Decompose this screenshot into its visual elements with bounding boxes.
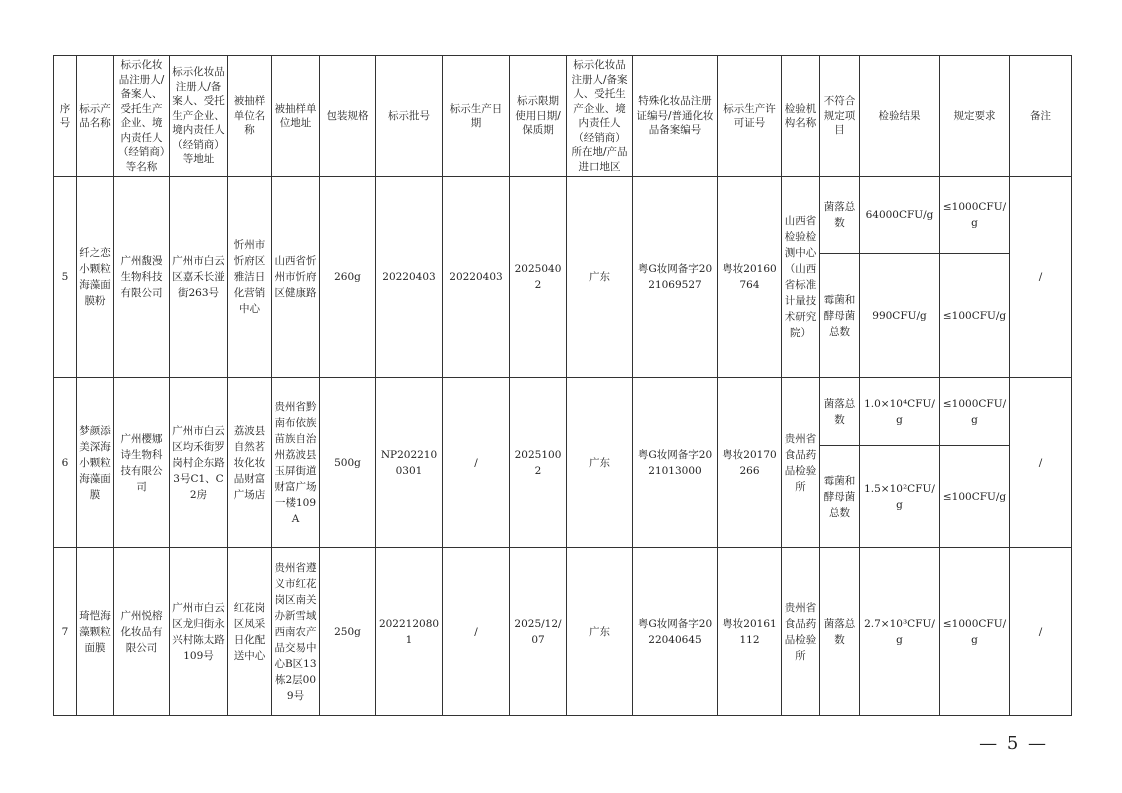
inspection-results-table-container [53, 55, 1071, 716]
cell-requirement: ≤1000CFU/g [940, 177, 1010, 254]
cell-prod-date: / [443, 378, 510, 548]
header-requirement: 规定要求 [940, 56, 1010, 177]
cell-item: 菌落总数 [820, 548, 860, 716]
cell-spec: 500g [320, 378, 376, 548]
cell-record-no: 粤G妆网备字2022040645 [633, 548, 718, 716]
cell-product: 纤之恋小颗粒海藻面膜粉 [77, 177, 114, 378]
header-batch: 标示批号 [376, 56, 443, 177]
cell-lab: 山西省检验检测中心（山西省标准计量技术研究院） [782, 177, 820, 378]
cell-expiry: 20250402 [510, 177, 567, 378]
cell-requirement: ≤100CFU/g [940, 254, 1010, 378]
header-product: 标示产品名称 [77, 56, 114, 177]
cell-seq: 6 [54, 378, 77, 548]
cell-license: 粤妆20160764 [718, 177, 782, 378]
cell-registrant-name: 广州樱娜诗生物科技有限公司 [114, 378, 170, 548]
cell-sampled-addr: 贵州省遵义市红花岗区南关办新雪域西南农产品交易中心B区13栋2层009号 [272, 548, 320, 716]
cell-requirement: ≤1000CFU/g [940, 548, 1010, 716]
cell-result: 2.7×10³CFU/g [860, 548, 940, 716]
cell-origin: 广东 [567, 177, 633, 378]
cell-license: 粤妆20170266 [718, 378, 782, 548]
header-item: 不符合规定项目 [820, 56, 860, 177]
header-origin: 标示化妆品注册人/备案人、受托生产企业、境内责任人（经销商）所在地/产品进口地区 [567, 56, 633, 177]
header-prod-date: 标示生产日期 [443, 56, 510, 177]
cell-registrant-addr: 广州市白云区均禾街罗岗村企东路3号C1、C2房 [170, 378, 228, 548]
cell-registrant-addr: 广州市白云区龙归街永兴村陈太路109号 [170, 548, 228, 716]
cell-item: 菌落总数 [820, 177, 860, 254]
header-sampled-addr: 被抽样单位地址 [272, 56, 320, 177]
header-spec: 包装规格 [320, 56, 376, 177]
cell-expiry: 20251002 [510, 378, 567, 548]
cell-registrant-name: 广州悦榕化妆品有限公司 [114, 548, 170, 716]
cell-requirement: ≤1000CFU/g [940, 378, 1010, 446]
header-expiry: 标示限期使用日期/保质期 [510, 56, 567, 177]
cell-batch: 20220403 [376, 177, 443, 378]
header-result: 检验结果 [860, 56, 940, 177]
cell-item: 霉菌和酵母菌总数 [820, 254, 860, 378]
header-lab: 检验机构名称 [782, 56, 820, 177]
cell-product: 琦恺海藻颗粒面膜 [77, 548, 114, 716]
cell-spec: 260g [320, 177, 376, 378]
cell-seq: 7 [54, 548, 77, 716]
cell-batch: NP2022100301 [376, 378, 443, 548]
cell-requirement: ≤100CFU/g [940, 446, 1010, 548]
cell-remark: / [1010, 177, 1072, 378]
cell-origin: 广东 [567, 548, 633, 716]
cell-sampled-addr: 山西省忻州市忻府区健康路 [272, 177, 320, 378]
cell-registrant-addr: 广州市白云区嘉禾长湴街263号 [170, 177, 228, 378]
cell-product: 梦颜添美深海小颗粒海藻面膜 [77, 378, 114, 548]
cell-result: 1.5×10²CFU/g [860, 446, 940, 548]
cell-record-no: 粤G妆网备字2021069527 [633, 177, 718, 378]
cell-remark: / [1010, 548, 1072, 716]
cell-remark: / [1010, 378, 1072, 548]
cell-seq: 5 [54, 177, 77, 378]
cell-lab: 贵州省食品药品检验所 [782, 378, 820, 548]
cell-sampled-unit: 忻州市忻府区雅洁日化营销中心 [228, 177, 272, 378]
cell-registrant-name: 广州馥漫生物科技有限公司 [114, 177, 170, 378]
header-registrant-name: 标示化妆品注册人/备案人、受托生产企业、境内责任人（经销商）等名称 [114, 56, 170, 177]
cell-item: 霉菌和酵母菌总数 [820, 446, 860, 548]
inspection-results-table [53, 55, 1072, 716]
cell-license: 粤妆20161112 [718, 548, 782, 716]
header-seq: 序号 [54, 56, 77, 177]
cell-spec: 250g [320, 548, 376, 716]
cell-lab: 贵州省食品药品检验所 [782, 548, 820, 716]
cell-sampled-unit: 荔波县自然茗妆化妆品财富广场店 [228, 378, 272, 548]
header-sampled-unit: 被抽样单位名称 [228, 56, 272, 177]
cell-expiry: 2025/12/07 [510, 548, 567, 716]
cell-result: 990CFU/g [860, 254, 940, 378]
table-row [54, 548, 1072, 716]
header-registrant-addr: 标示化妆品注册人/备案人、受托生产企业、境内责任人（经销商）等地址 [170, 56, 228, 177]
header-remark: 备注 [1010, 56, 1072, 177]
cell-prod-date: / [443, 548, 510, 716]
header-license: 标示生产许可证号 [718, 56, 782, 177]
cell-sampled-addr: 贵州省黔南布依族苗族自治州荔波县玉屏街道财富广场一楼109A [272, 378, 320, 548]
cell-sampled-unit: 红花岗区凤采日化配送中心 [228, 548, 272, 716]
table-header-row [54, 56, 1072, 177]
header-record-no: 特殊化妆品注册证编号/普通化妆品备案编号 [633, 56, 718, 177]
cell-item: 菌落总数 [820, 378, 860, 446]
cell-result: 64000CFU/g [860, 177, 940, 254]
cell-record-no: 粤G妆网备字2021013000 [633, 378, 718, 548]
cell-batch: 2022120801 [376, 548, 443, 716]
table-row [54, 177, 1072, 254]
table-row [54, 378, 1072, 446]
cell-prod-date: 20220403 [443, 177, 510, 378]
cell-origin: 广东 [567, 378, 633, 548]
cell-result: 1.0×10⁴CFU/g [860, 378, 940, 446]
page-number: — 5 — [979, 733, 1048, 754]
